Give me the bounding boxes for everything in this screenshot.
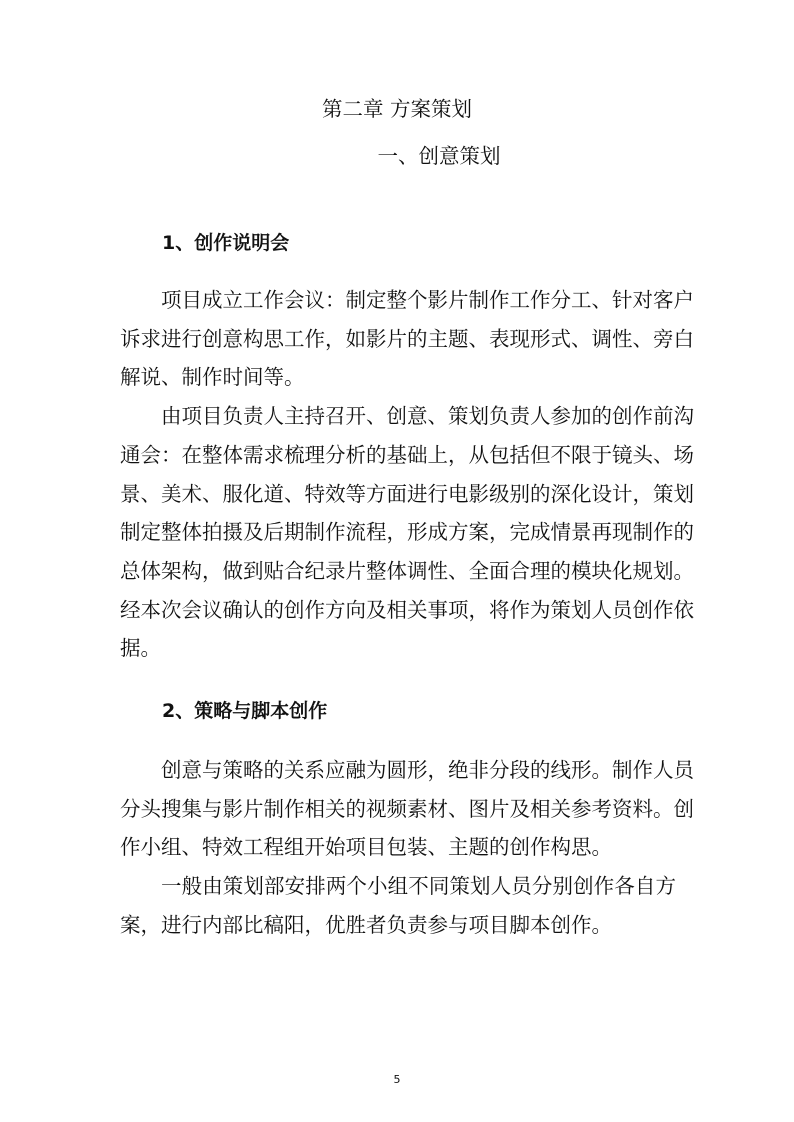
paragraph-line: 据。	[120, 636, 161, 661]
page-number: 5	[393, 1073, 401, 1086]
heading-1: 1、创作说明会	[162, 232, 290, 254]
paragraph-line: 总体架构，做到贴合纪录片整体调性、全面合理的模块化规划。	[120, 558, 694, 583]
paragraph-line: 作小组、特效工程组开始项目包装、主题的创作构思。	[120, 835, 612, 860]
chapter-title: 第二章 方案策划	[321, 97, 473, 121]
heading-2: 2、策略与脚本创作	[162, 700, 328, 722]
paragraph-line: 通会：在整体需求梳理分析的基础上，从包括但不限于镜头、场	[120, 442, 694, 467]
paragraph-line: 经本次会议确认的创作方向及相关事项，将作为策划人员创作依	[120, 597, 694, 622]
paragraph-line: 诉求进行创意构思工作，如影片的主题、表现形式、调性、旁白	[120, 326, 694, 351]
paragraph-line: 一般由策划部安排两个小组不同策划人员分别创作各自方	[161, 874, 676, 899]
paragraph-line: 创意与策略的关系应融为圆形，绝非分段的线形。制作人员	[161, 758, 694, 782]
section-title: 一、创意策划	[377, 144, 501, 168]
paragraph-line: 解说、制作时间等。	[120, 365, 305, 390]
paragraph-line: 项目成立工作会议：制定整个影片制作工作分工、针对客户	[161, 288, 694, 312]
paragraph-line: 案，进行内部比稿阳，优胜者负责参与项目脚本创作。	[120, 912, 612, 937]
paragraph-line: 分头搜集与影片制作相关的视频素材、图片及相关参考资料。创	[120, 796, 694, 821]
paragraph-line: 制定整体拍摄及后期制作流程，形成方案，完成情景再现制作的	[120, 520, 694, 545]
paragraph-line: 由项目负责人主持召开、创意、策划负责人参加的创作前沟	[161, 404, 694, 429]
paragraph-line: 景、美术、服化道、特效等方面进行电影级别的深化设计，策划	[120, 481, 694, 506]
